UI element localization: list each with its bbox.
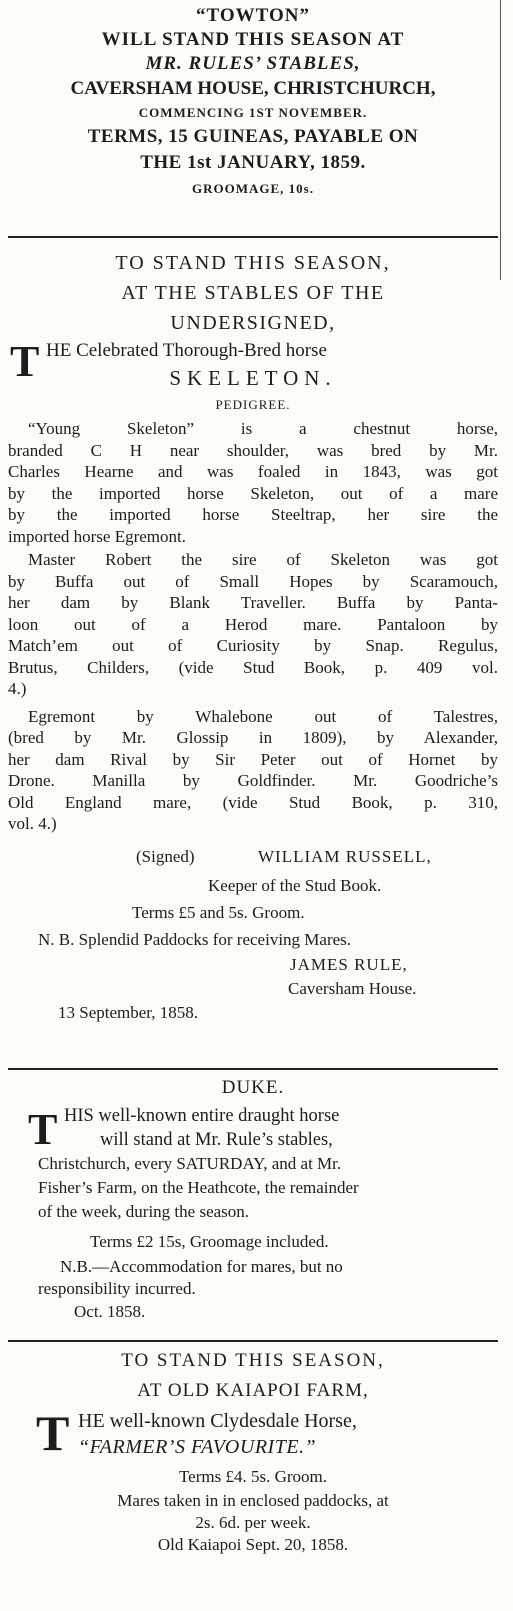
- farmer-dropcap: T: [36, 1405, 70, 1461]
- owner-place: Caversham House.: [288, 978, 417, 998]
- towton-line-stand: WILL STAND THIS SEASON AT: [101, 29, 405, 50]
- text-line: imported horse Egremont.: [8, 526, 186, 546]
- towton-line-caversham: CAVERSHAM HOUSE, CHRISTCHURCH,: [70, 78, 436, 99]
- towton-title: “TOWTON”: [196, 5, 310, 26]
- text-line: (bred by Mr. Glossip in 1809), by Alexander,: [8, 728, 498, 747]
- duke-title: DUKE.: [221, 1077, 285, 1098]
- duke-line-2: will stand at Mr. Rule’s stables,: [100, 1130, 333, 1150]
- duke-date: Oct. 1858.: [74, 1302, 146, 1321]
- towton-line-groomage: GROOMAGE, 10s.: [192, 181, 314, 196]
- farmer-heading-stand: TO STAND THIS SEASON,: [121, 1350, 385, 1371]
- farmer-intro: [8, 1406, 498, 1464]
- towton-advertisement: [8, 4, 498, 202]
- duke-line-5: of the week, during the season.: [38, 1202, 250, 1221]
- farmer-intro-line: HE well-known Clydesdale Horse,: [78, 1410, 357, 1432]
- skeleton-heading-undersigned: UNDERSIGNED,: [170, 312, 336, 334]
- text-line: her dam Rival by Sir Peter out of Hornet by: [8, 749, 498, 769]
- keeper-title: Keeper of the Stud Book.: [208, 875, 382, 895]
- text-line: Brutus, Childers, (vide Stud Book, p. 409 vol.: [8, 657, 498, 677]
- duke-line-3: Christchurch, every SATURDAY, and at Mr.: [38, 1154, 342, 1173]
- divider-rule: [8, 236, 498, 238]
- towton-line-date: THE 1st JANUARY, 1859.: [140, 152, 366, 173]
- farmers-favourite-advertisement: [8, 1346, 498, 1556]
- text-line: branded C H near shoulder, was bred by Mr.: [8, 440, 498, 460]
- skeleton-dropcap: T: [10, 337, 40, 386]
- duke-terms: Terms £2 15s, Groomage included.: [90, 1232, 329, 1251]
- owner-name: JAMES RULE,: [290, 954, 408, 974]
- towton-line-commencing: COMMENCING 1ST NOVEMBER.: [138, 105, 368, 120]
- text-line: Egremont by Whalebone out of Talestres,: [28, 706, 498, 726]
- text-line: by the imported horse Skeleton, out of a mare: [8, 483, 498, 503]
- duke-advertisement: [8, 1074, 498, 1324]
- text-line: “Young Skeleton” is a chestnut horse,: [28, 419, 498, 438]
- farmer-terms: Terms £4. 5s. Groom.: [178, 1467, 328, 1486]
- duke-line-1: HIS well-known entire draught horse: [64, 1106, 340, 1126]
- skeleton-paragraph-egremont: [8, 706, 498, 835]
- text-line: Old England mare, (vide Stud Book, p. 310,: [8, 792, 498, 812]
- duke-dropcap: T: [28, 1105, 58, 1154]
- text-line: Master Robert the sire of Skeleton was got: [28, 550, 498, 569]
- skeleton-signature-row: [8, 843, 498, 873]
- divider-rule: [8, 1340, 498, 1342]
- skeleton-date: 13 September, 1858.: [58, 1002, 199, 1022]
- divider-rule: [8, 1068, 498, 1070]
- farmer-horse-name: “FARMER’S FAVOURITE.”: [78, 1436, 317, 1458]
- text-line: her dam by Blank Traveller. Buffa by Panta-: [8, 593, 498, 612]
- skeleton-paragraph-master: [8, 549, 498, 700]
- skeleton-terms: Terms £5 and 5s. Groom.: [132, 902, 305, 922]
- skeleton-pedigree-heading: PEDIGREE.: [215, 397, 291, 412]
- text-line: Drone. Manilla by Goldfinder. Mr. Goodriche’s: [8, 771, 498, 790]
- farmer-mares-1: Mares taken in in enclosed paddocks, at: [117, 1491, 389, 1510]
- skeleton-heading-stables: AT THE STABLES OF THE: [121, 282, 385, 304]
- text-line: Match’em out of Curiosity by Snap. Regulus,: [8, 636, 498, 655]
- farmer-footer: Old Kaiapoi Sept. 20, 1858.: [157, 1535, 349, 1554]
- signer-name: WILLIAM RUSSELL,: [258, 846, 432, 866]
- farmer-heading-farm: AT OLD KAIAPOI FARM,: [137, 1380, 369, 1401]
- skeleton-intro-line: HE Celebrated Thorough-Bred horse: [46, 340, 327, 361]
- text-line: loon out of a Herod mare. Pantaloon by: [8, 614, 498, 634]
- text-line: by Buffa out of Small Hopes by Scaramouch,: [8, 571, 498, 591]
- text-line: by the imported horse Steeltrap, her sire the: [8, 505, 498, 524]
- towton-line-stables: MR. RULES’ STABLES,: [145, 53, 361, 74]
- text-line: vol. 4.): [8, 814, 57, 833]
- text-line: Charles Hearne and was foaled in 1843, was got: [8, 462, 498, 481]
- skeleton-paragraph-young: [8, 418, 498, 547]
- signed-label: (Signed): [136, 846, 195, 866]
- duke-body: [8, 1102, 498, 1228]
- skeleton-horse-name: SKELETON.: [169, 366, 337, 390]
- duke-nb-2: responsibility incurred.: [38, 1279, 196, 1298]
- duke-nb-1: N.B.—Accommodation for mares, but no: [60, 1257, 343, 1276]
- skeleton-intro: [8, 338, 498, 392]
- duke-line-4: Fisher’s Farm, on the Heathcote, the remainder: [38, 1178, 359, 1197]
- skeleton-heading-stand: TO STAND THIS SEASON,: [115, 252, 391, 274]
- skeleton-nb: N. B. Splendid Paddocks for receiving Mares.: [38, 929, 352, 949]
- skeleton-advertisement: [8, 248, 498, 1025]
- towton-line-terms: TERMS, 15 GUINEAS, PAYABLE ON: [87, 126, 419, 147]
- column-edge-rule: [500, 0, 501, 280]
- farmer-mares-2: 2s. 6d. per week.: [195, 1513, 311, 1532]
- text-line: 4.): [8, 679, 27, 698]
